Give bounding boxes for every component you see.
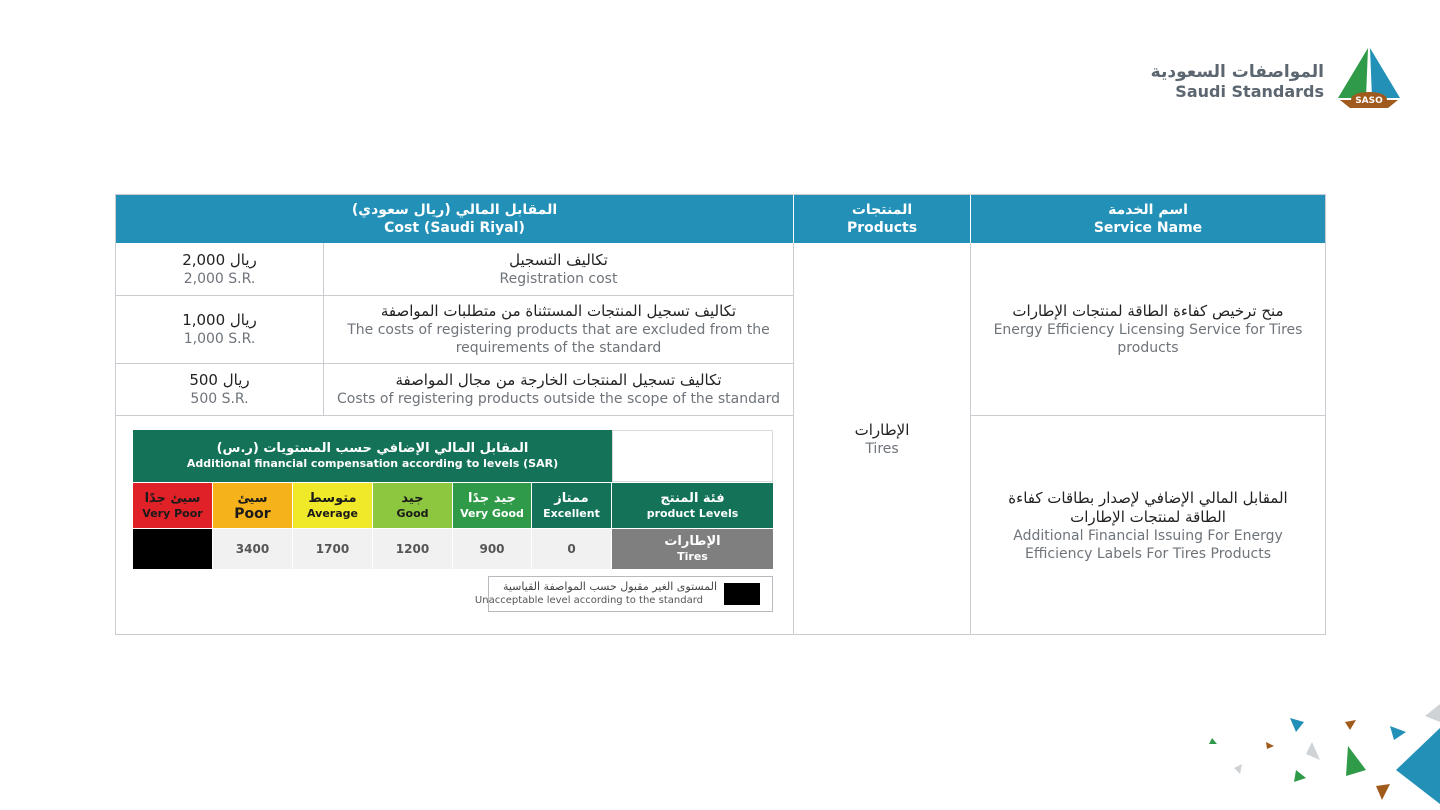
level-very-good <box>453 483 531 528</box>
desc-ar: تكاليف التسجيل <box>509 251 608 269</box>
desc-ar: تكاليف تسجيل المنتجات الخارجة من مجال المواصفة <box>395 371 722 389</box>
header-service-ar: اسم الخدمة <box>1108 202 1188 218</box>
level-ar: ممتاز <box>554 490 589 506</box>
header-products <box>794 195 970 243</box>
category-header <box>612 483 773 528</box>
amount-en: 1,000 S.R. <box>183 331 256 347</box>
service-en: Additional Financial Issuing For Energy Efficiency Labels For Tires Products <box>1013 527 1283 562</box>
row-divider <box>116 415 793 416</box>
level-en: Very Poor <box>142 506 203 520</box>
column-divider <box>970 243 971 635</box>
amount-en: 2,000 S.R. <box>183 271 256 287</box>
levels-table <box>133 430 773 570</box>
service-labels <box>991 416 1305 635</box>
category-en: product Levels <box>646 506 739 520</box>
value-excellent: 0 <box>532 529 611 569</box>
level-ar: جيد جدًا <box>467 490 517 506</box>
cost-amount-outside-scope <box>116 364 323 415</box>
value-average: 1700 <box>293 529 372 569</box>
header-divider <box>793 195 794 243</box>
desc-ar: تكاليف تسجيل المنتجات المستثناة من متطلبات المواصفة <box>380 302 737 320</box>
value-good: 1200 <box>373 529 452 569</box>
header-cost-en: Cost (Saudi Riyal) <box>384 220 525 236</box>
amount-ar: 2,000 ريال <box>182 251 257 269</box>
cost-desc-registration <box>324 244 793 295</box>
header-cost <box>116 195 793 243</box>
level-en: Poor <box>234 505 271 522</box>
product-ar: الإطارات <box>854 421 910 439</box>
product-cell <box>794 244 970 635</box>
level-ar: سيئ <box>237 490 268 506</box>
header-products-en: Products <box>846 220 918 236</box>
level-en: Average <box>307 506 358 520</box>
cost-amount-registration <box>116 244 323 295</box>
legend-ar: المستوى الغير مقبول حسب المواصفة القياسية <box>502 580 717 593</box>
cost-desc-outside-scope <box>324 364 793 415</box>
level-en: Excellent <box>543 506 600 520</box>
legend-swatch <box>724 583 760 605</box>
service-licensing <box>991 244 1305 415</box>
header-cost-ar: المقابل المالي (ريال سعودي) <box>351 202 558 218</box>
logo-arabic-text: المواصفات السعودية <box>1150 62 1324 82</box>
desc-en: The costs of registering products that are excluded from the requirements of the standard <box>347 322 770 356</box>
value-very-good: 900 <box>453 529 531 569</box>
row-en: Tires <box>677 550 708 563</box>
row-ar: الإطارات <box>664 534 721 549</box>
levels-title-en: Additional financial compensation according to levels (SAR) <box>186 457 559 470</box>
amount-ar: 1,000 ريال <box>182 311 257 329</box>
level-ar: جيد <box>401 490 424 506</box>
level-average <box>293 483 372 528</box>
level-poor <box>213 483 292 528</box>
saso-logo <box>1150 44 1402 112</box>
logo-english-text: Saudi Standards <box>1175 82 1324 101</box>
level-good <box>373 483 452 528</box>
level-ar: سيئ جدًا <box>144 490 201 506</box>
tires-row-label <box>612 529 773 569</box>
service-ar: منح ترخيص كفاءة الطاقة لمنتجات الإطارات <box>1012 302 1284 320</box>
desc-en: Registration cost <box>499 271 618 287</box>
fees-table <box>115 194 1326 635</box>
logo-badge-text: SASO <box>1355 96 1383 106</box>
header-service-en: Service Name <box>1093 220 1203 236</box>
header-divider <box>970 195 971 243</box>
saso-emblem-icon <box>1336 44 1402 110</box>
amount-en: 500 S.R. <box>190 391 249 407</box>
header-products-ar: المنتجات <box>851 202 913 218</box>
level-ar: متوسط <box>308 490 357 506</box>
amount-ar: 500 ريال <box>189 371 250 389</box>
value-poor: 3400 <box>213 529 292 569</box>
level-very-poor <box>133 483 212 528</box>
levels-title-blank <box>612 430 773 482</box>
level-en: Good <box>396 506 429 520</box>
levels-title <box>133 430 612 482</box>
cost-desc-excluded <box>344 296 773 363</box>
cost-amount-excluded <box>116 296 323 363</box>
legend-en: Unacceptable level according to the standard <box>474 595 703 606</box>
unacceptable-legend <box>474 576 773 612</box>
value-very-poor-unacceptable <box>133 529 212 569</box>
level-en: Very Good <box>460 506 524 520</box>
header-service <box>971 195 1325 243</box>
decorative-triangles-icon <box>1200 700 1440 810</box>
service-ar: المقابل المالي الإضافي لإصدار بطاقات كفاءة الطاقة لمنتجات الإطارات <box>1008 488 1288 526</box>
category-ar: فئة المنتج <box>660 490 725 506</box>
product-en: Tires <box>865 441 899 457</box>
level-excellent <box>532 483 611 528</box>
levels-title-ar: المقابل المالي الإضافي حسب المستويات (ر.س) <box>216 441 529 456</box>
service-en: Energy Efficiency Licensing Service for Tires products <box>993 322 1303 356</box>
desc-en: Costs of registering products outside the scope of the standard <box>337 391 780 407</box>
